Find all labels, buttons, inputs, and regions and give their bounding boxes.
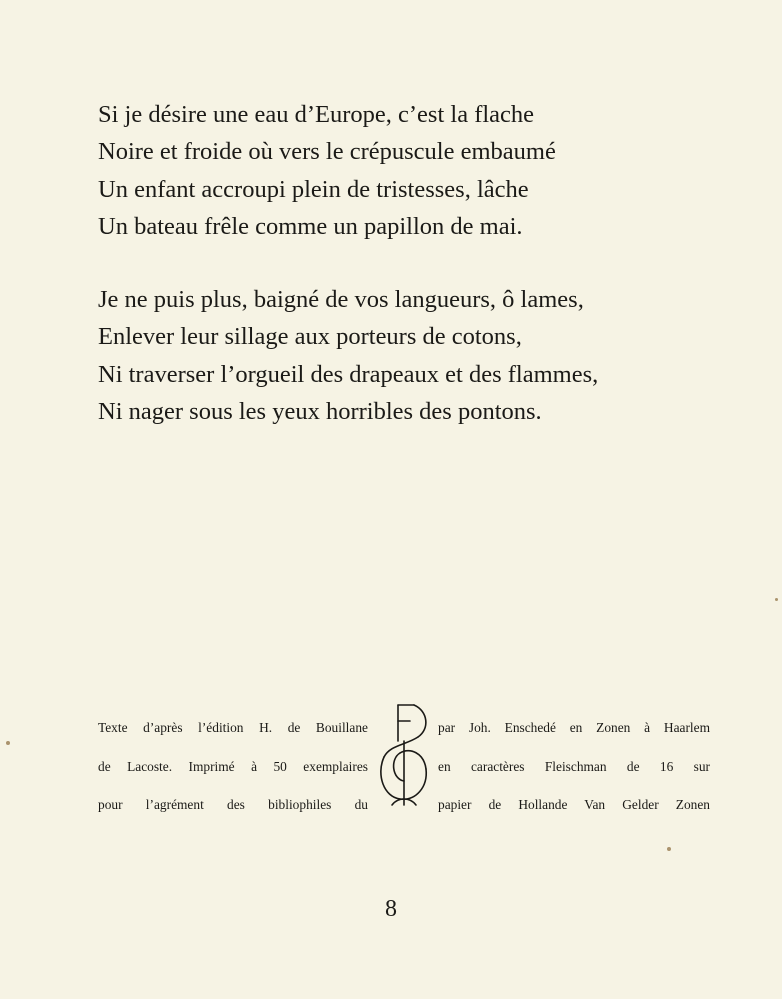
paper-speck — [667, 847, 671, 851]
poem-line: Noire et froide où vers le crépuscule embaumé — [98, 138, 556, 166]
poem-line: Si je désire une eau d’Europe, c’est la flache — [98, 101, 535, 128]
colophon-right — [438, 709, 710, 825]
colophon-line: de Lacoste. Imprimé à 50 exemplaires — [98, 758, 368, 774]
poem-line: Ni traverser l’orgueil des drapeaux et des flammes, — [98, 360, 599, 388]
colophon-line: papier de Hollande Van Gelder Zonen — [438, 797, 710, 812]
paper-speck — [775, 598, 778, 601]
colophon-line: en caractères Fleischman de 16 sur — [438, 758, 710, 774]
poem-line: Enlever leur sillage aux porteurs de cotons, — [98, 323, 522, 351]
printer-monogram-icon — [370, 701, 436, 813]
paper-speck — [6, 741, 10, 745]
poem-line: Un enfant accroupi plein de tristesses, lâche — [98, 175, 529, 203]
poem-line: Ni nager sous les yeux horribles des pontons. — [98, 398, 542, 426]
stanza-1 — [98, 96, 718, 245]
stanza-2 — [98, 281, 718, 430]
poem — [98, 96, 718, 430]
colophon-line: pour l’agrément des bibliophiles du — [98, 797, 368, 812]
poem-line: Un bateau frêle comme un papillon de mai. — [98, 212, 523, 240]
colophon-left — [98, 709, 368, 825]
poem-line: Je ne puis plus, baigné de vos langueurs, ô lames, — [98, 286, 584, 314]
colophon-line: par Joh. Enschedé en Zonen à Haarlem — [438, 720, 710, 735]
page-number: 8 — [385, 896, 397, 922]
colophon-line: Texte d’après l’édition H. de Bouillane — [98, 720, 368, 735]
colophon — [98, 709, 710, 812]
